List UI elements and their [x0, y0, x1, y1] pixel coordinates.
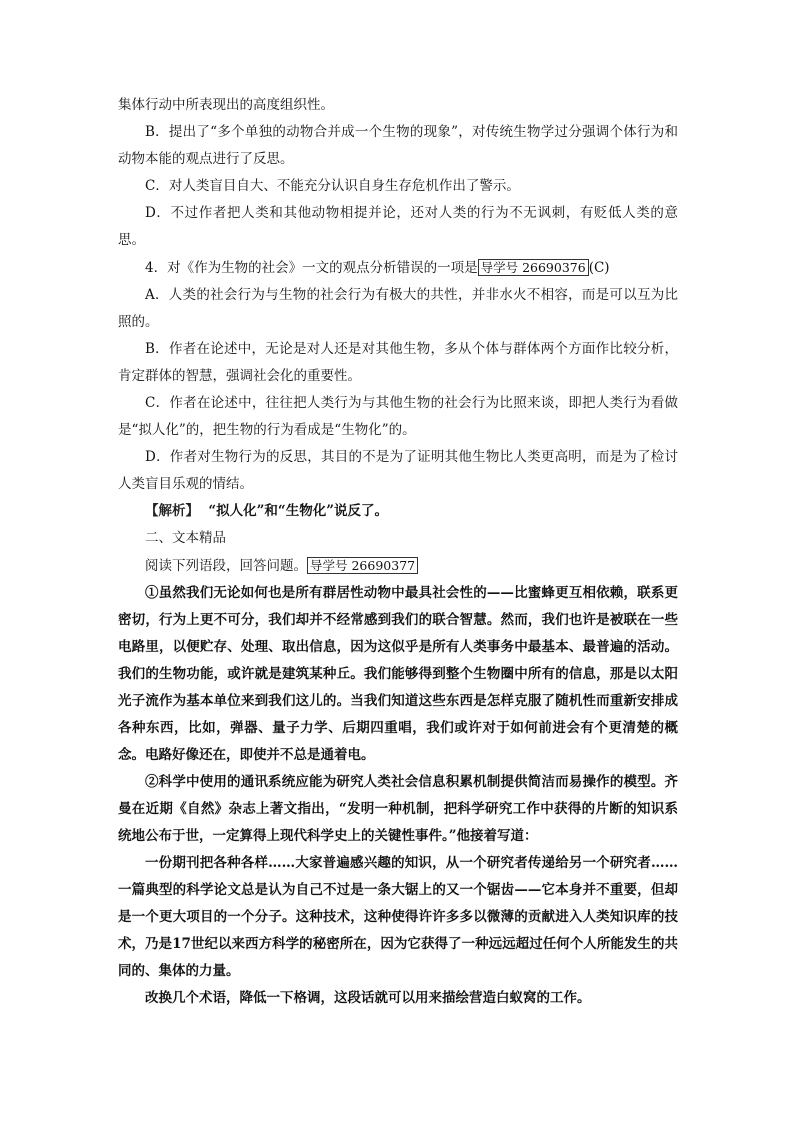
option-3b: B．提出了“多个单独的动物合并成一个生物的现象”，对传统生物学过分强调个体行为和动物本能的观点进行了反思。 — [118, 124, 678, 167]
option-3d: D．不过作者把人类和其他动物相提并论，还对人类的行为不无讽刺，有贬低人类的意思。 — [118, 205, 678, 248]
section-intro — [118, 552, 678, 580]
option-4a: A．人类的社会行为与生物的社会行为有极大的共性，并非水火不相容，而是可以互为比照的。 — [118, 287, 678, 330]
question-4-text: 4．对《作为生物的社会》一文的观点分析错误的一项是 — [145, 260, 478, 276]
option-3c: C．对人类盲目自大、不能充分认识自身生存危机作出了警示。 — [145, 178, 520, 194]
section-heading: 二、文本精品 — [145, 530, 226, 546]
passage-paragraph-4: 改换几个术语，降低一下格调，这段话就可以用来描绘营造白蚁窝的工作。 — [145, 990, 591, 1006]
passage-quote: 一份期刊把各种各样……大家普遍感兴趣的知识，从一个研究者传递给另一个研究者……一篇典型的科学论文总是认为自己不过是一条大锯上的又一个锯齿——它本身并不重要，但却是一个更大项目的一个分子。这种技术，这种使得许许多多以微薄的贡献进入人类知识库的技术，乃是17世纪以来西方科学的秘密所在，因为它获得了一种远远超过任何个人所能发生的共同的、集体的力量。 — [118, 855, 678, 979]
option-4b: B．作者在论述中，无论是对人还是对其他生物，多从个体与群体两个方面作比较分析，肯定群体的智慧，强调社会化的重要性。 — [118, 341, 678, 384]
document-page — [118, 92, 678, 1012]
passage-paragraph-1: ①虽然我们无论如何也是所有群居性动物中最具社会性的——比蜜蜂更互相依赖，联系更密切，行为上更不可分，我们却并不经常感到我们的联合智慧。然而，我们也许是被联在一些电路里，以便贮存、处理、取出信息，因为这似乎是所有人类事务中最基本、最普遍的活动。我们的生物功能，或许就是建筑某种丘。我们能够得到整个生物圈中所有的信息，那是以太阳光子流作为基本单位来到我们这儿的。当我们知道这些东西是怎样克服了随机性而重新安排成各种东西，比如，弹器、量子力学、后期四重唱，我们或许对于如何前进会有个更清楚的概念。电路好像还在，即使并不总是通着电。 — [118, 585, 678, 763]
question-4-answer: (C) — [588, 260, 610, 276]
analysis-label: 【解析】 — [145, 503, 199, 519]
guide-number-tag-2: 导学号 26690377 — [307, 557, 418, 574]
option-4c: C．作者在论述中，往往把人类行为与其他生物的社会行为比照来谈，即把人类行为看做是“拟人化”的，把生物的行为看成是“生物化”的。 — [118, 395, 678, 438]
option-4d: D．作者对生物行为的反思，其目的不是为了证明其他生物比人类更高明，而是为了检讨人类盲目乐观的情结。 — [118, 449, 678, 492]
analysis — [118, 498, 678, 525]
passage-paragraph-2: ②科学中使用的通讯系统应能为研究人类社会信息积累机制提供简洁而易操作的模型。齐曼在近期《自然》杂志上著文指出，“发明一种机制，把科学研究工作中获得的片断的知识系统地公布于世，一定算得上现代科学史上的关键性事件。”他接着写道： — [118, 774, 678, 844]
question-4 — [118, 254, 678, 282]
section-intro-text: 阅读下列语段，回答问题。 — [145, 558, 307, 574]
guide-number-tag: 导学号 26690376 — [478, 259, 589, 276]
paragraph-continuation: 集体行动中所表现出的高度组织性。 — [118, 97, 334, 113]
analysis-text: “拟人化”和“生物化”说反了。 — [208, 503, 388, 519]
